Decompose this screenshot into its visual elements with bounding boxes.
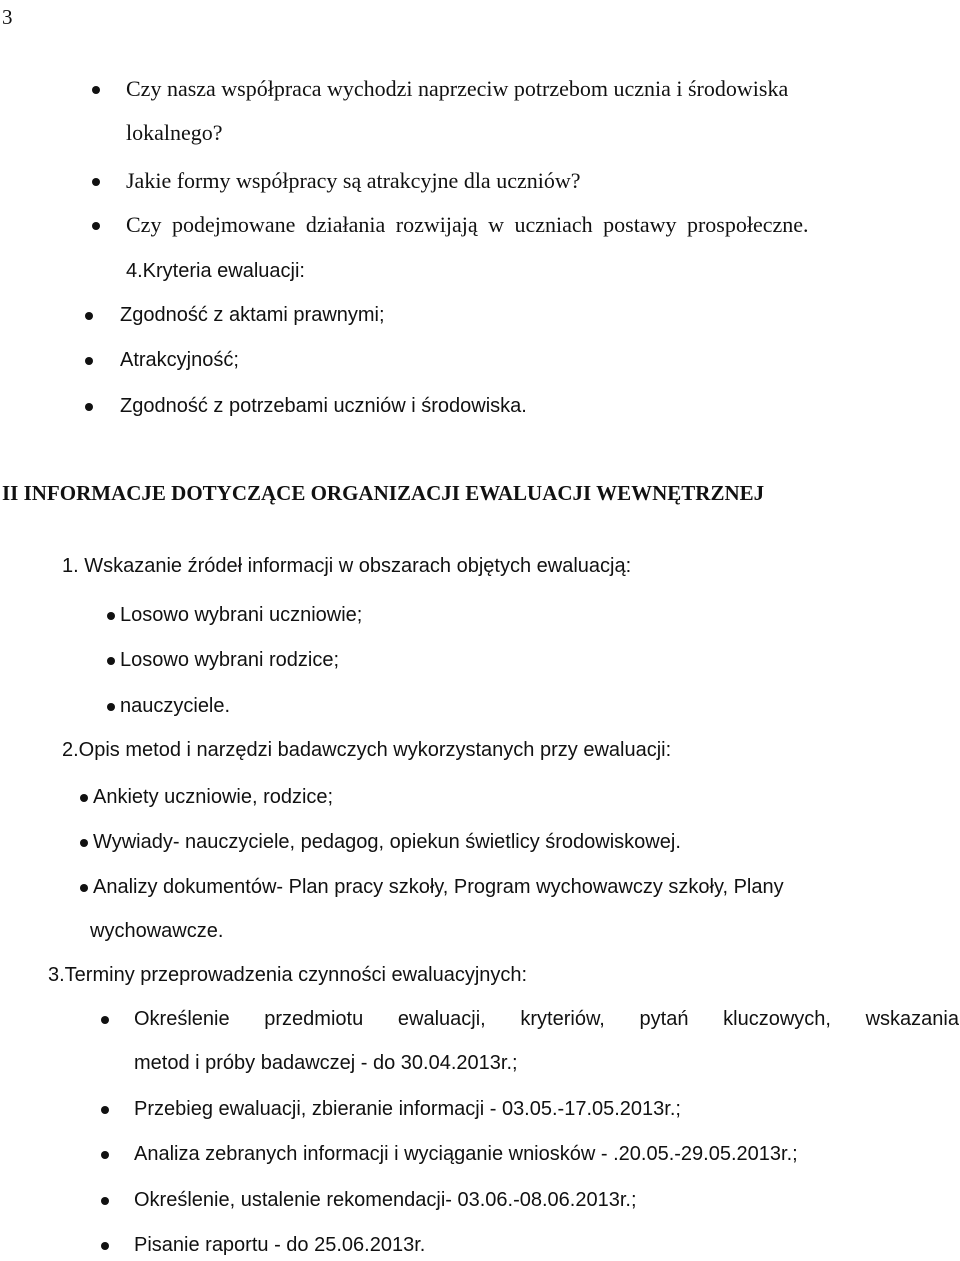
bullet-icon	[85, 312, 93, 320]
bullet-icon	[80, 839, 88, 847]
bullet-icon	[101, 1016, 109, 1024]
question-item: Czy nasza współpraca wychodzi naprzeciw potrzebom ucznia i środowiska	[126, 76, 789, 101]
bullet-icon	[101, 1242, 109, 1250]
bullet-icon	[107, 703, 115, 711]
criteria-item: Zgodność z aktami prawnymi;	[120, 304, 385, 326]
question-item: Jakie formy współpracy są atrakcyjne dla uczniów?	[126, 168, 581, 193]
criteria-item: Zgodność z potrzebami uczniów i środowiska.	[120, 395, 527, 417]
method-item-continuation: wychowawcze.	[90, 920, 224, 942]
bullet-icon	[101, 1106, 109, 1114]
bullet-icon	[92, 222, 100, 230]
source-item: nauczyciele.	[120, 695, 231, 717]
bullet-icon	[107, 612, 115, 620]
page-number: 3	[2, 5, 13, 29]
sources-heading: 1. Wskazanie źródeł informacji w obszarach objętych ewaluacją:	[62, 555, 632, 577]
schedule-item-continuation: metod i próby badawczej - do 30.04.2013r.;	[134, 1052, 518, 1074]
method-item: Wywiady- nauczyciele, pedagog, opiekun świetlicy środowiskowej.	[93, 831, 681, 853]
method-item: Analizy dokumentów- Plan pracy szkoły, Program wychowawczy szkoły, Plany	[93, 876, 784, 898]
schedule-item: Analiza zebranych informacji i wyciąganie wniosków - .20.05.-29.05.2013r.;	[134, 1143, 798, 1165]
criteria-heading: 4.Kryteria ewaluacji:	[126, 260, 305, 282]
bullet-icon	[92, 178, 100, 186]
criteria-item: Atrakcyjność;	[120, 349, 239, 371]
source-item: Losowo wybrani rodzice;	[120, 649, 339, 671]
schedule-item: Określenie przedmiotu ewaluacji, kryteriów, pytań kluczowych, wskazania	[134, 1008, 959, 1030]
source-item: Losowo wybrani uczniowie;	[120, 604, 363, 626]
bullet-icon	[101, 1151, 109, 1159]
question-item: Czy podejmowane działania rozwijają w uczniach postawy prospołeczne.	[126, 212, 809, 237]
schedule-item: Pisanie raportu - do 25.06.2013r.	[134, 1234, 426, 1256]
method-item: Ankiety uczniowie, rodzice;	[93, 786, 334, 808]
bullet-icon	[85, 357, 93, 365]
bullet-icon	[92, 86, 100, 94]
section-title: II INFORMACJE DOTYCZĄCE ORGANIZACJI EWALUACJI WEWNĘTRZNEJ	[2, 481, 765, 505]
schedule-heading: 3.Terminy przeprowadzenia czynności ewaluacyjnych:	[48, 964, 528, 986]
schedule-item: Określenie, ustalenie rekomendacji- 03.06.-08.06.2013r.;	[134, 1189, 637, 1211]
bullet-icon	[80, 794, 88, 802]
bullet-icon	[85, 403, 93, 411]
bullet-icon	[101, 1197, 109, 1205]
methods-heading: 2.Opis metod i narzędzi badawczych wykorzystanych przy ewaluacji:	[62, 739, 672, 761]
bullet-icon	[107, 657, 115, 665]
bullet-icon	[80, 884, 88, 892]
schedule-item: Przebieg ewaluacji, zbieranie informacji - 03.05.-17.05.2013r.;	[134, 1098, 681, 1120]
question-item-continuation: lokalnego?	[126, 120, 223, 145]
